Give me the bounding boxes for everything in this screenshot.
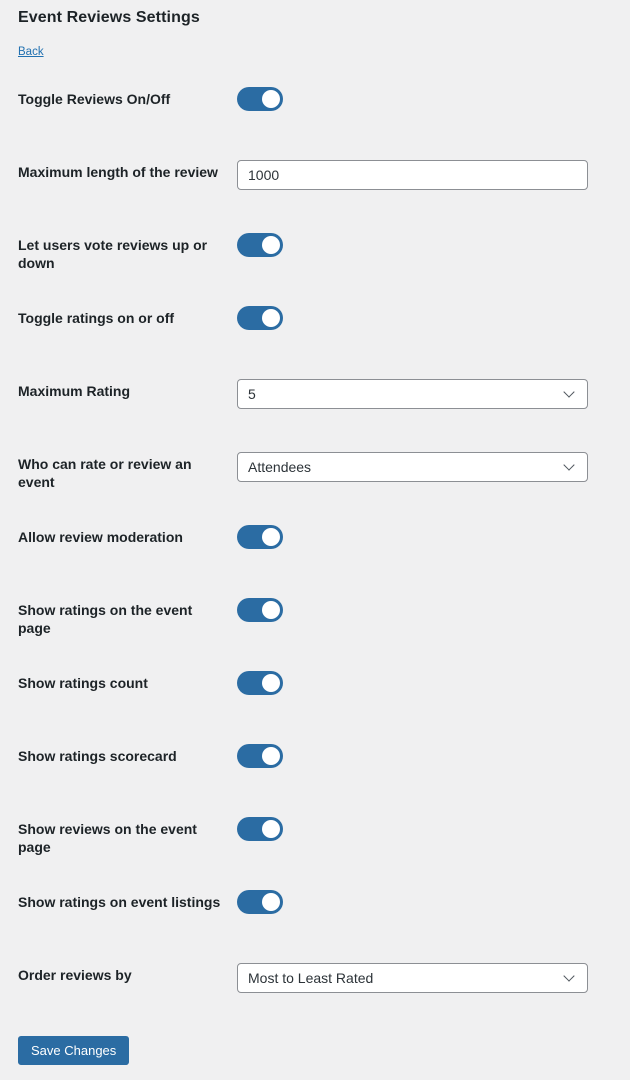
order-reviews-by-select[interactable] [237,963,588,993]
toggle-knob [262,893,280,911]
max-review-length-input[interactable] [237,160,588,190]
toggle-knob [262,601,280,619]
setting-label: Show ratings on the event page [18,602,193,637]
show-ratings-listings-switch[interactable] [237,890,283,914]
setting-label: Allow review moderation [18,529,183,545]
row-max-review-length [18,160,588,204]
back-link[interactable]: Back [18,46,44,58]
toggle-knob [262,236,280,254]
save-changes-button[interactable]: Save Changes [18,1036,129,1065]
setting-label: Show ratings on event listings [18,894,221,910]
row-show-ratings-scorecard [18,744,588,788]
show-ratings-count-switch[interactable] [237,671,283,695]
row-toggle-ratings [18,306,588,350]
show-ratings-event-page-switch[interactable] [237,598,283,622]
setting-label: Toggle ratings on or off [18,310,175,326]
toggle-ratings-switch[interactable] [237,306,283,330]
event-reviews-settings-form [18,87,588,1065]
setting-label: Maximum length of the review [18,164,218,180]
row-order-reviews-by [18,963,588,1007]
toggle-knob [262,528,280,546]
toggle-knob [262,747,280,765]
row-maximum-rating [18,379,588,423]
review-moderation-switch[interactable] [237,525,283,549]
setting-label: Who can rate or review an event [18,456,192,491]
row-toggle-reviews [18,87,588,131]
row-show-reviews-event-page [18,817,588,861]
row-vote-reviews [18,233,588,277]
setting-label: Show ratings count [18,675,148,691]
setting-label: Toggle Reviews On/Off [18,91,171,107]
setting-label: Show reviews on the event page [18,821,197,856]
row-show-ratings-count [18,671,588,715]
row-who-can-rate [18,452,588,496]
row-show-ratings-event-page [18,598,588,642]
setting-label: Maximum Rating [18,383,131,399]
page-title: Event Reviews Settings [18,9,200,26]
toggle-knob [262,674,280,692]
toggle-reviews-switch[interactable] [237,87,283,111]
setting-label: Show ratings scorecard [18,748,177,764]
row-review-moderation [18,525,588,569]
show-ratings-scorecard-switch[interactable] [237,744,283,768]
show-reviews-event-page-switch[interactable] [237,817,283,841]
maximum-rating-select[interactable] [237,379,588,409]
toggle-knob [262,820,280,838]
row-show-ratings-listings [18,890,588,934]
toggle-knob [262,309,280,327]
toggle-knob [262,90,280,108]
setting-label: Order reviews by [18,967,132,983]
setting-label: Let users vote reviews up or down [18,237,208,272]
vote-reviews-switch[interactable] [237,233,283,257]
who-can-rate-select[interactable] [237,452,588,482]
